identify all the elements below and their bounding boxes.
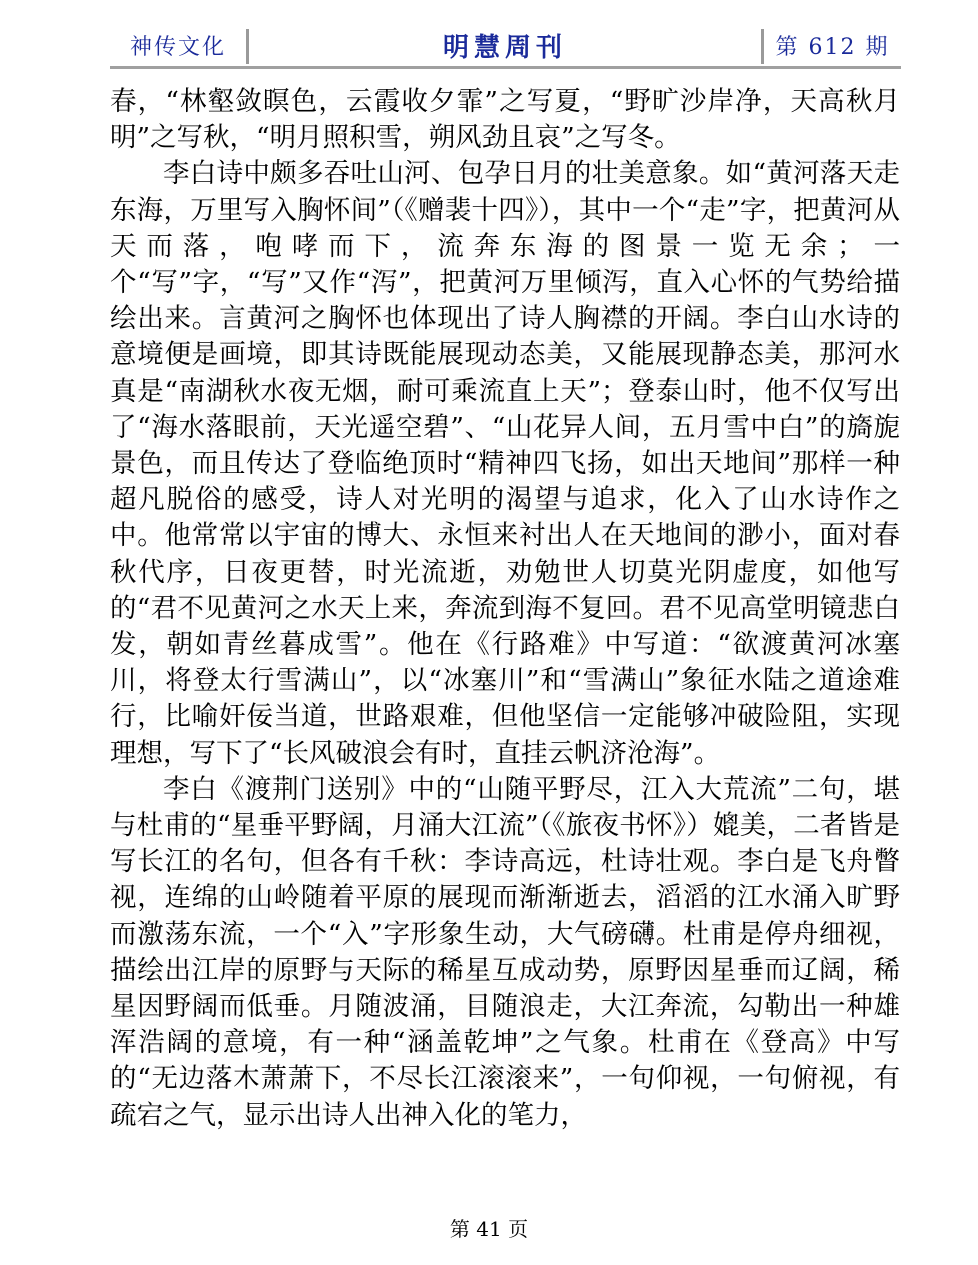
page-number: 第 41 页 bbox=[449, 1217, 529, 1241]
publication-title: 明慧周刊 bbox=[442, 32, 567, 63]
issue-number: 第 612 期 bbox=[775, 34, 890, 60]
section-label: 神传文化 bbox=[129, 34, 226, 60]
paragraph: 李白《渡荆门送别》中的“山随平野尽，江入大荒流”二句，堪与杜甫的“星垂平野阔，月涌大江流”（《旅夜书怀》）媲美，二者皆是写长江的名句，但各有千秋：李诗高远，杜诗壮观。李白是飞舟瞥视，连绵的山岭随着平原的展现而渐渐逝去，滔滔的江水涌入旷野而激荡东流，一个“入”字形象生动，大气磅礴。杜甫是停舟细视，描绘出江岸的原野与天际的稀星互成动势，原野因星垂而辽阔，稀星因野阔而低垂。月随波涌，目随浪走，大江奔流，勾勒出一种雄浑浩阔的意境，有一种“涵盖乾坤”之气象。杜甫在《登高》中写的“无边落木萧萧下，不尽长江滚滚来”，一句仰视，一句俯视，有疏宕之气，显示出诗人出神入化的笔力， bbox=[110, 773, 900, 1131]
page-header bbox=[110, 26, 901, 68]
paragraph-continued: 春，“林壑敛暝色，云霞收夕霏”之写夏，“野旷沙岸净，天高秋月明”之写秋，“明月照积雪，朔风劲且哀”之写冬。 bbox=[110, 86, 900, 154]
paragraph: 李白诗中颇多吞吐山河、包孕日月的壮美意象。如“黄河落天走东海，万里写入胸怀间”（《赠裴十四》），其中一个“走”字，把黄河从天而落，咆哮而下，流奔东海的图景一览无余；一个“写”字，“写”又作“泻”，把黄河万里倾泻，直入心怀的气势给描绘出来。言黄河之胸怀也体现出了诗人胸襟的开阔。李白山水诗的意境便是画境，即其诗既能展现动态美，又能展现静态美，那河水真是“南湖秋水夜无烟，耐可乘流直上天”；登泰山时，他不仅写出了“海水落眼前，天光遥空碧”、“山花异人间，五月雪中白”的旖旎景色，而且传达了登临绝顶时“精神四飞扬，如出天地间”那样一种超凡脱俗的感受，诗人对光明的渴望与追求，化入了山水诗作之中。他常常以宇宙的博大、永恒来衬出人在天地间的渺小，面对春秋代序，日夜更替，时光流逝，劝勉世人切莫光阴虚度，如他写的“君不见黄河之水天上来，奔流到海不复回。君不见高堂明镜悲白发，朝如青丝暮成雪”。他在《行路难》中写道：“欲渡黄河冰塞川，将登太行雪满山”，以“冰塞川”和“雪满山”象征水陆之道途难行，比喻奸佞当道，世路艰难，但他坚信一定能够冲破险阻，实现理想，写下了“长风破浪会有时，直挂云帆济沧海”。 bbox=[110, 158, 900, 769]
article-body bbox=[110, 84, 900, 1134]
header-rule bbox=[110, 66, 901, 69]
header-divider bbox=[246, 29, 249, 64]
